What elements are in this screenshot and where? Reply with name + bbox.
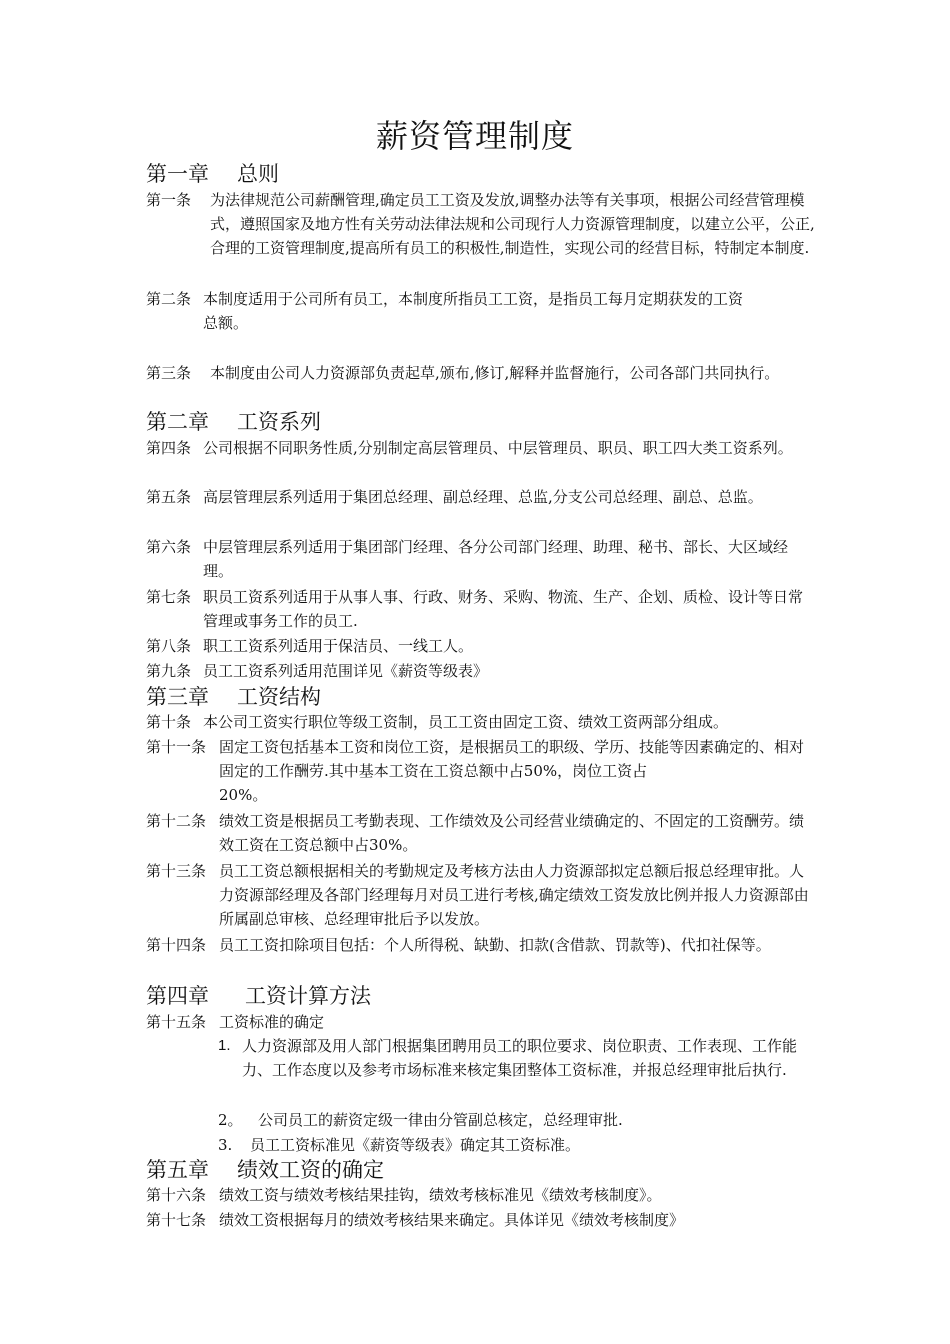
article-number: 第十二条 [146, 812, 207, 830]
chapter-label: 第一章 [146, 162, 209, 186]
article-number: 第七条 [146, 588, 192, 606]
article [146, 659, 816, 683]
article-text: 本制度由公司人力资源部负责起草,颁布,修订,解释并监督施行，公司各部门共同执行。 [210, 364, 780, 382]
chapter-title: 工资计算方法 [245, 984, 371, 1008]
article-number: 第十五条 [146, 1013, 207, 1031]
chapter-heading [146, 683, 321, 711]
article-text: 公司根据不同职务性质,分别制定高层管理员、中层管理员、职员、职工四大类工资系列。 [203, 439, 793, 457]
article-text: 绩效工资根据每月的绩效考核结果来确定。具体详见《绩效考核制度》 [219, 1211, 685, 1229]
document-title: 薪资管理制度 [375, 117, 574, 155]
article-number: 第八条 [146, 637, 192, 655]
chapter-label: 第五章 [146, 1158, 209, 1182]
chapter-title: 工资结构 [237, 685, 321, 709]
article [146, 1208, 816, 1232]
article-number: 第九条 [146, 662, 192, 680]
chapter-label: 第三章 [146, 685, 209, 709]
list-item [218, 1133, 810, 1157]
article-text: 员工工资总额根据相关的考勤规定及考核方法由人力资源部拟定总额后报总经理审批。人力资源部经理及各部门经理每月对员工进行考核,确定绩效工资发放比例并报人力资源部由所属副总审核、总经理审批后予以发放。 [219, 862, 809, 928]
chapter-label: 第二章 [146, 410, 209, 434]
article-number: 第十七条 [146, 1211, 207, 1229]
article [146, 436, 816, 460]
article [146, 585, 816, 633]
article [146, 188, 816, 260]
article [146, 634, 816, 658]
article-number: 第二条 [146, 290, 192, 308]
article-text: 员工工资系列适用范围详见《薪资等级表》 [203, 662, 489, 680]
article [146, 361, 806, 385]
article [146, 1010, 816, 1034]
article [146, 287, 796, 335]
list-item-text: 人力资源部及用人部门根据集团聘用员工的职位要求、岗位职责、工作表现、工作能力、工作态度以及参考市场标准来核定集团整体工资标准，并报总经理审批后执行. [242, 1037, 798, 1079]
article [146, 535, 816, 583]
list-item-number: 1. [218, 1037, 231, 1054]
article-number: 第六条 [146, 538, 192, 556]
article-text: 为法律规范公司薪酬管理,确定员工工资及发放,调整办法等有关事项，根据公司经营管理模式，遵照国家及地方性有关劳动法律法规和公司现行人力资源管理制度，以建立公平，公正,合理的工资管理制度,提高所有员工的积极性,制造性，实现公司的经营目标，特制定本制度. [210, 191, 815, 257]
article-number: 第十三条 [146, 862, 207, 880]
article [146, 859, 816, 931]
chapter-heading [146, 408, 321, 436]
article-text: 高层管理层系列适用于集团总经理、副总经理、总监,分支公司总经理、副总、总监。 [203, 488, 763, 506]
article-text: 本公司工资实行职位等级工资制，员工工资由固定工资、绩效工资两部分组成。 [203, 713, 729, 731]
list-item-text: 员工工资标准见《薪资等级表》确定其工资标准。 [250, 1136, 581, 1154]
article-text-continued: 总额。 [203, 314, 249, 332]
article [146, 809, 816, 857]
article [146, 1183, 816, 1207]
list-item [218, 1108, 810, 1132]
article-text-continued: 20%。 [219, 786, 268, 804]
article [146, 735, 816, 807]
article-text: 工资标准的确定 [219, 1013, 325, 1031]
article-text: 固定工资包括基本工资和岗位工资，是根据员工的职级、学历、技能等因素确定的、相对固定的工作酬劳.其中基本工资在工资总额中占50%，岗位工资占 [219, 738, 805, 780]
article-text: 职员工资系列适用于从事人事、行政、财务、采购、物流、生产、企划、质检、设计等日常管理或事务工作的员工. [203, 588, 804, 630]
article-text: 本制度适用于公司所有员工，本制度所指员工工资，是指员工每月定期获发的工资 [203, 290, 744, 308]
article-text: 绩效工资是根据员工考勤表现、工作绩效及公司经营业绩确定的、不固定的工资酬劳。绩效工资在工资总额中占30%。 [219, 812, 805, 854]
article [146, 710, 816, 734]
article-number: 第一条 [146, 191, 192, 209]
article-number: 第十六条 [146, 1186, 207, 1204]
article [146, 933, 816, 957]
chapter-title: 工资系列 [237, 410, 321, 434]
article-number: 第三条 [146, 364, 192, 382]
article-number: 第十四条 [146, 936, 207, 954]
chapter-title: 绩效工资的确定 [237, 1158, 384, 1182]
list-item-number: 3. [218, 1136, 233, 1154]
article-text: 绩效工资与绩效考核结果挂钩，绩效考核标准见《绩效考核制度》。 [219, 1186, 662, 1204]
article-number: 第十一条 [146, 738, 207, 756]
article-text: 中层管理层系列适用于集团部门经理、各分公司部门经理、助理、秘书、部长、大区域经理。 [203, 538, 789, 580]
chapter-label: 第四章 [146, 984, 209, 1008]
chapter-heading [146, 982, 371, 1010]
article [146, 485, 816, 509]
chapter-title: 总则 [237, 162, 279, 186]
article-text: 员工工资扣除项目包括：个人所得税、缺勤、扣款(含借款、罚款等)、代扣社保等。 [219, 936, 771, 954]
article-number: 第四条 [146, 439, 192, 457]
article-number: 第五条 [146, 488, 192, 506]
list-item-text: 公司员工的薪资定级一律由分管副总核定，总经理审批. [258, 1111, 623, 1129]
chapter-heading [146, 1156, 384, 1184]
article-number: 第十条 [146, 713, 192, 731]
article-text: 职工工资系列适用于保洁员、一线工人。 [203, 637, 474, 655]
chapter-heading [146, 160, 279, 188]
list-item-number: 2。 [218, 1111, 243, 1129]
list-item [218, 1034, 810, 1082]
